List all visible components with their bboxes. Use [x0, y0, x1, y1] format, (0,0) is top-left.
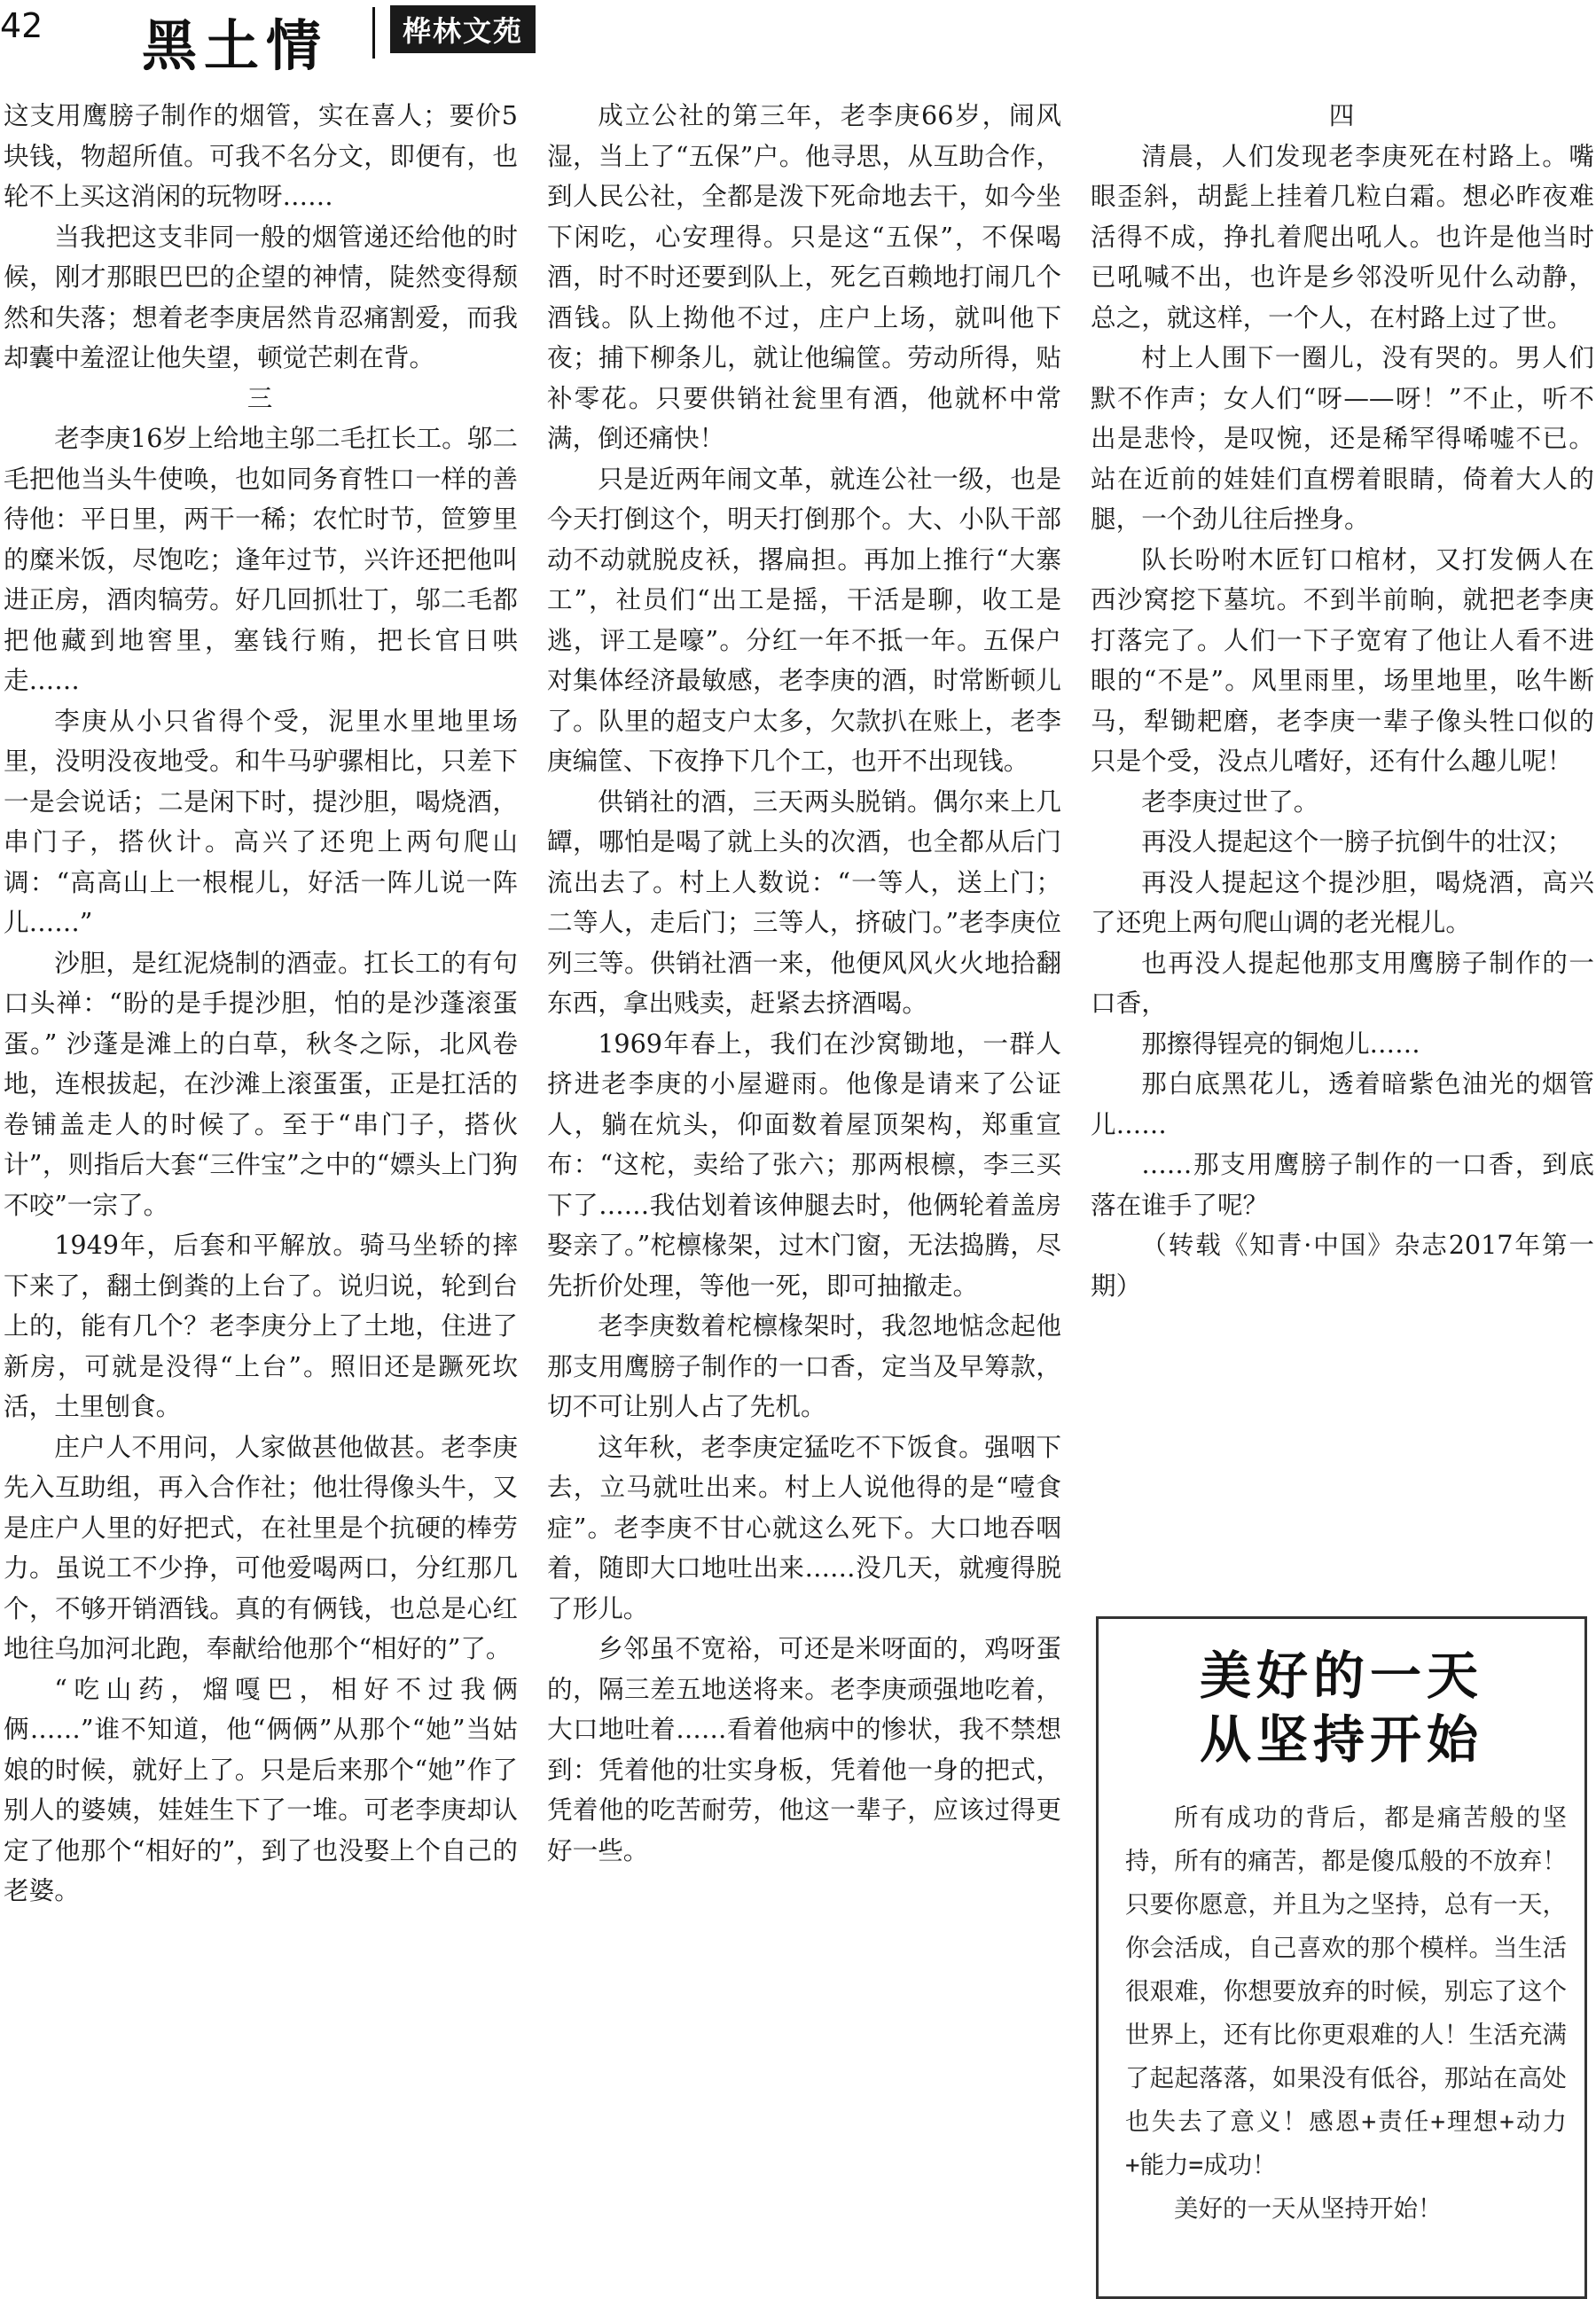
page-header	[0, 0, 1596, 78]
article-paragraph: 这支用鹰膀子制作的烟管，实在喜人；要价5块钱，物超所值。可我不名分文，即便有，也轮不上买这消闲的玩物呀……	[4, 100, 518, 211]
motivational-title-line-1: 美好的一天	[1199, 1646, 1483, 1706]
section-heading: 三	[246, 382, 275, 413]
article-paragraph: 老李庚过世了。	[1141, 786, 1319, 817]
article-paragraph: （转载《知青·中国》杂志2017年第一期）	[1091, 1230, 1594, 1301]
article-column-1	[4, 96, 518, 1912]
article-paragraph: 1969年春上，我们在沙窝锄地，一群人挤进老李庚的小屋避雨。他像是请来了公证人，躺在炕头，仰面数着屋顶架构，郑重宣布：“这柁，卖给了张六；那两根檩，李三买下了……我估划着该伸腿去时，他俩轮着盖房娶亲了。”柁檩椽架，过木门窗，无法捣腾，尽先折价处理，等他一死，即可抽撤走。	[547, 1028, 1061, 1301]
article-paragraph: 1949年，后套和平解放。骑马坐轿的摔下来了，翻土倒粪的上台了。说归说，轮到台上的，能有几个？老李庚分上了土地，住进了新房，可就是没得“上台”。照旧还是蹶死坎活，土里刨食。	[4, 1230, 518, 1421]
article-paragraph: 这年秋，老李庚定猛吃不下饭食。强咽下去，立马就吐出来。村上人说他得的是“噎食症”。老李庚不甘心就这么死下。大口地吞咽着，随即大口地吐出来……没几天，就瘦得脱了形儿。	[547, 1431, 1061, 1623]
article-paragraph: 队长吩咐木匠钉口棺材，又打发俩人在西沙窝挖下墓坑。不到半前晌，就把老李庚打落完了。人们一下子宽宥了他让人看不进眼的“不是”。风里雨里，场里地里，吆牛断马，犁锄耙磨，老李庚一辈子像头牲口似的只是个受，没点儿嗜好，还有什么趣儿呢！	[1091, 543, 1594, 776]
article-paragraph: ……那支用鹰膀子制作的一口香，到底落在谁手了呢？	[1091, 1149, 1594, 1220]
page-number: 42	[0, 6, 43, 45]
article-paragraph: 那白底黑花儿，透着暗紫色油光的烟管儿……	[1091, 1068, 1594, 1139]
article-paragraph: 村上人围下一圈儿，没有哭的。男人们默不作声；女人们“呀——呀！”不止，听不出是悲怜，是叹惋，还是稀罕得唏嘘不已。站在近前的娃娃们直楞着眼睛，倚着大人的腿，一个劲儿往后挫身。	[1091, 342, 1594, 534]
motivational-title	[1099, 1644, 1584, 1771]
article-paragraph: 当我把这支非同一般的烟管递还给他的时候，刚才那眼巴巴的企望的神情，陡然变得颓然和失落；想着老李庚居然肯忍痛割爱，而我却囊中羞涩让他失望，顿觉芒刺在背。	[4, 221, 518, 372]
motivational-box	[1096, 1616, 1587, 2299]
article-paragraph: 也再没人提起他那支用鹰膀子制作的一口香，	[1091, 947, 1594, 1018]
motivational-body	[1125, 1796, 1567, 2231]
article-column-3	[1091, 96, 1594, 1306]
motivational-title-line-2: 从坚持开始	[1199, 1709, 1483, 1770]
article-paragraph: “吃山药，熘嘎巴，相好不过我俩俩……”谁不知道，他“俩俩”从那个“她”当姑娘的时候，就好上了。只是后来那个“她”作了别人的婆姨，娃娃生下了一堆。可老李庚却认定了他那个“相好的”，到了也没娶上个自己的老婆。	[4, 1673, 518, 1905]
header-divider	[372, 7, 375, 59]
article-paragraph: 老李庚16岁上给地主邬二毛扛长工。邬二毛把他当头牛使唤，也如同务育牲口一样的善待他：平日里，两干一稀；农忙时节，笸箩里的糜米饭，尽饱吃；逢年过节，兴许还把他叫进正房，酒肉犒劳。好几回抓壮丁，邬二毛都把他藏到地窖里，塞钱行贿，把长官日哄走……	[4, 423, 518, 695]
article-paragraph: 再没人提起这个一膀子抗倒牛的壮汉；	[1141, 826, 1573, 856]
section-label: 桦林文苑	[390, 5, 536, 53]
masthead-logo: 黑土情	[142, 13, 329, 78]
article-paragraph: 清晨，人们发现老李庚死在村路上。嘴眼歪斜，胡髭上挂着几粒白霜。想必昨夜难活得不成，挣扎着爬出吼人。也许是他当时已吼喊不出，也许是乡邻没听见什么动静，总之，就这样，一个人，在村路上过了世。	[1091, 140, 1594, 332]
article-paragraph: 成立公社的第三年，老李庚66岁，闹风湿，当上了“五保”户。他寻思，从互助合作，到人民公社，全都是泼下死命地去干，如今坐下闲吃，心安理得。只是这“五保”，不保喝酒，时不时还要到队上，死乞百赖地打闹几个酒钱。队上拗他不过，庄户上场，就叫他下夜；捕下柳条儿，就让他编筐。劳动所得，贴补零花。只要供销社瓮里有酒，他就杯中常满，倒还痛快！	[547, 100, 1061, 453]
section-heading: 四	[1328, 100, 1357, 130]
article-paragraph: 老李庚数着柁檩椽架时，我忽地惦念起他那支用鹰膀子制作的一口香，定当及早筹款，切不可让别人占了先机。	[547, 1310, 1061, 1421]
article-paragraph: 乡邻虽不宽裕，可还是米呀面的，鸡呀蛋的，隔三差五地送将来。老李庚顽强地吃着，大口地吐着……看着他病中的惨状，我不禁想到：凭着他的壮实身板，凭着他一身的把式，凭着他的吃苦耐劳，他这一辈子，应该过得更好一些。	[547, 1633, 1061, 1865]
motivational-text: 所有成功的背后，都是痛苦般的坚持，所有的痛苦，都是傻瓜般的不放弃！只要你愿意，并且为之坚持，总有一天，你会活成，自己喜欢的那个模样。当生活很艰难，你想要放弃的时候，别忘了这个世界上，还有比你更艰难的人！生活充满了起起落落，如果没有低谷，那站在高处也失去了意义！感恩+责任+理想+动力+能力=成功！	[1125, 1803, 1567, 2179]
article-paragraph: 供销社的酒，三天两头脱销。偶尔来上几罈，哪怕是喝了就上头的次酒，也全都从后门流出去了。村上人数说：“一等人，送上门；二等人，走后门；三等人，挤破门。”老李庚位列三等。供销社酒一来，他便风风火火地拾翻东西，拿出贱卖，赶紧去挤酒喝。	[547, 786, 1061, 1018]
article-paragraph: 那擦得锃亮的铜炮儿……	[1141, 1028, 1420, 1059]
article-paragraph: 再没人提起这个提沙胆，喝烧酒，高兴了还兜上两句爬山调的老光棍儿。	[1091, 866, 1594, 937]
article-column-2	[547, 96, 1061, 1871]
motivational-closing: 美好的一天从坚持开始！	[1174, 2194, 1443, 2223]
article-paragraph: 庄户人不用问，人家做甚他做甚。老李庚先入互助组，再入合作社；他壮得像头牛，又是庄户人里的好把式，在社里是个抗硬的棒劳力。虽说工不少挣，可他爱喝两口，分红那几个，不够开销酒钱。真的有俩钱，也总是心红地往乌加河北跑，奉献给他那个“相好的”了。	[4, 1431, 518, 1663]
article-paragraph: 只是近两年闹文革，就连公社一级，也是今天打倒这个，明天打倒那个。大、小队干部动不动就脱皮袄，撂扁担。再加上推行“大寨工”，社员们“出工是摇，干活是聊，收工是逃，评工是嚎”。分红一年不抵一年。五保户对集体经济最敏感，老李庚的酒，时常断顿儿了。队里的超支户太多，欠款扒在账上，老李庚编筐、下夜挣下几个工，也开不出现钱。	[547, 463, 1061, 776]
article-paragraph: 沙胆，是红泥烧制的酒壶。扛长工的有句口头禅：“盼的是手提沙胆，怕的是沙蓬滚蛋蛋。” 沙蓬是滩上的白草，秋冬之际，北风卷地，连根拔起，在沙滩上滚蛋蛋，正是扛活的卷铺盖走人的时候了。至于“串门子，搭伙计”，则指后大套“三件宝”之中的“嫖头上门狗不咬”一宗了。	[4, 947, 518, 1220]
article-paragraph: 李庚从小只省得个受，泥里水里地里场里，没明没夜地受。和牛马驴骡相比，只差下一是会说话；二是闲下时，提沙胆，喝烧酒，串门子，搭伙计。高兴了还兜上两句爬山调：“高高山上一根棍儿，好活一阵儿说一阵儿……”	[4, 705, 518, 937]
